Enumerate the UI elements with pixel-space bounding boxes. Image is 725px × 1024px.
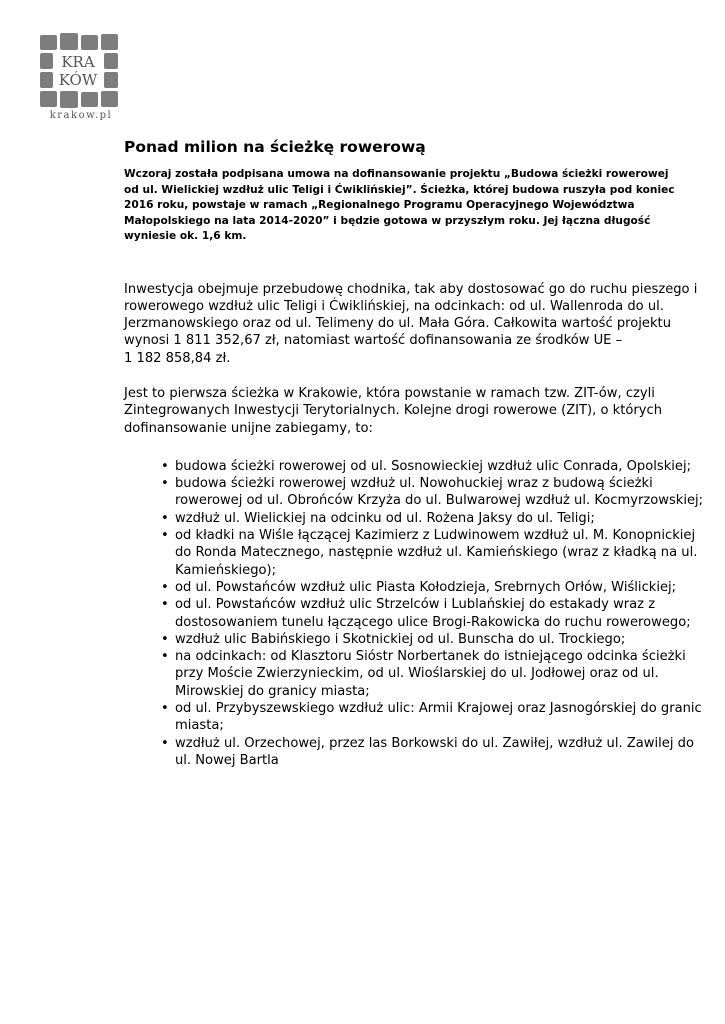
list-item: • od ul. Przybyszewskiego wzdłuż ulic: Armii Krajowej oraz Jasnogórskiej do granic miasta; [175,700,709,735]
article-paragraph-2: Jest to pierwsza ścieżka w Krakowie, która powstanie w ramach tzw. ZIT-ów, czyli Zintegrowanych Inwestycji Terytorialnych. Kolejne drogi rowerowe (ZIT), o których dofinansowanie unijne zabiegamy, to: [124,385,663,436]
paragraph-1-text: Inwestycja obejmuje przebudowę chodnika, tak aby dostosować go do ruchu pieszego i rowerowego wzdłuż ulic Teligi i Ćwiklińskiej, na odcinkach: od ul. Wallenroda do ul. Jerzmanowskiego oraz od ul. Telimeny do ul. Mała Góra. Całkowita wartość projektu wynosi 1 811 352,67 zł, natomiast wartość dofinansowania ze środków UE – [124,281,698,349]
logo-word-bottom: KÓW [58,71,98,89]
krakow-logo[interactable] [38,32,124,124]
list-item: • od ul. Powstańców wzdłuż ulic Strzelców i Lublańskiej do estakady wraz z dostosowaniem tunelu łączącego ulice Brogi-Rakowicka do ruchu rowerowego; [175,596,709,631]
article [124,138,709,769]
list-item: • od kładki na Wiśle łączącej Kazimierz z Ludwinowem wzdłuż ul. M. Konopnickiej do Ronda Matecznego, następnie wzdłuż ul. Kamieńskiego (wraz z kładką na ul. Kamieńskiego); [175,527,709,579]
list-item: • na odcinkach: od Klasztoru Sióstr Norbertanek do istniejącego odcinka ścieżki przy Moście Zwierzynieckim, od ul. Wioślarskiej do ul. Jodłowej oraz od ul. Mirowskiej do granicy miasta; [175,648,709,700]
list-item: • od ul. Powstańców wzdłuż ulic Piasta Kołodzieja, Srebrnych Orłów, Wiślickiej; [175,579,709,596]
article-lead: Wczoraj została podpisana umowa na dofinansowanie projektu „Budowa ścieżki rowerowej od ul. Wielickiej wzdłuż ulic Teligi i Ćwiklińskiej”. Ścieżka, której budowa ruszyła pod koniec 2016 roku, powstaje w ramach „Regionalnego Programu Operacyjnego Województwa Małopolskiego na lata 2014-2020” i będzie gotowa w przyszłym roku. Jej łączna długość wyniesie ok. 1,6 km. [124,168,675,242]
list-item: • budowa ścieżki rowerowej wzdłuż ul. Nowohuckiej wraz z budową ścieżki rowerowej od ul. Obrońców Krzyża do ul. Bulwarowej wzdłuż ul. Kocmyrzowskiej; [175,475,709,510]
krakow-logo-mosaic [38,32,124,110]
investment-list [124,458,709,769]
logo-word-top: KRA [61,53,95,71]
article-paragraph-1 [124,281,709,367]
logo-caption: krakow.pl [49,110,113,121]
paragraph-1-amount: 1 182 858,84 zł. [124,350,231,366]
article-title: Ponad milion na ścieżkę rowerową [124,138,426,156]
list-item: • wzdłuż ulic Babińskiego i Skotnickiej od ul. Bunscha do ul. Trockiego; [175,631,709,648]
list-item: • wzdłuż ul. Orzechowej, przez las Borkowski do ul. Zawiłej, wzdłuż ul. Zawilej do ul. Nowej Bartla [175,735,709,770]
list-item: • budowa ścieżki rowerowej od ul. Sosnowieckiej wzdłuż ulic Conrada, Opolskiej; [175,458,709,475]
list-item: • wzdłuż ul. Wielickiej na odcinku od ul. Rożena Jaksy do ul. Teligi; [175,510,709,527]
